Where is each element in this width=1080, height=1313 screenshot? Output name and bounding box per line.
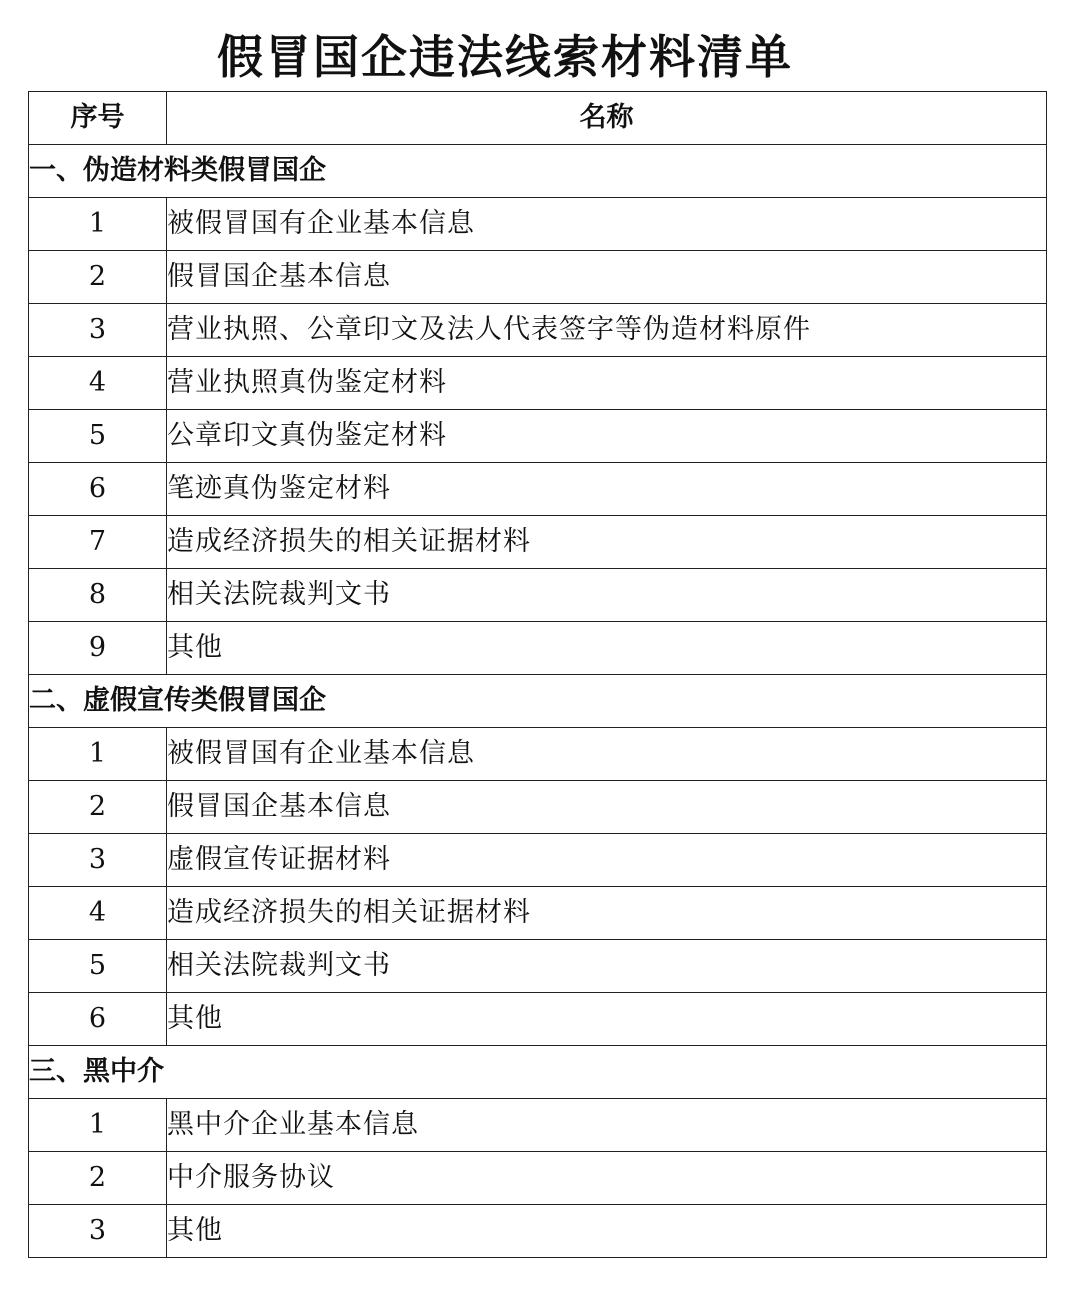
row-name: 被假冒国有企业基本信息 [167,728,1047,781]
row-number: 4 [29,357,167,410]
table-row [29,1205,1047,1258]
table-row [29,1152,1047,1205]
row-number: 3 [29,834,167,887]
row-number: 6 [29,993,167,1046]
row-number: 6 [29,463,167,516]
row-name: 营业执照真伪鉴定材料 [167,357,1047,410]
row-number: 2 [29,1152,167,1205]
row-name: 营业执照、公章印文及法人代表签字等伪造材料原件 [167,304,1047,357]
row-number: 9 [29,622,167,675]
table-row [29,940,1047,993]
table-row [29,728,1047,781]
table-row [29,357,1047,410]
row-name: 其他 [167,622,1047,675]
row-name: 中介服务协议 [167,1152,1047,1205]
table-row [29,516,1047,569]
row-name: 公章印文真伪鉴定材料 [167,410,1047,463]
column-header-name: 名称 [167,92,1047,145]
row-name: 相关法院裁判文书 [167,569,1047,622]
table-row [29,993,1047,1046]
row-number: 2 [29,781,167,834]
table-row [29,781,1047,834]
table-row [29,198,1047,251]
row-name: 其他 [167,1205,1047,1258]
row-name: 其他 [167,993,1047,1046]
row-name: 黑中介企业基本信息 [167,1099,1047,1152]
row-name: 虚假宣传证据材料 [167,834,1047,887]
row-number: 7 [29,516,167,569]
row-number: 5 [29,410,167,463]
table-row [29,251,1047,304]
section-heading-row [29,1046,1047,1099]
section-heading: 三、黑中介 [29,1046,1047,1099]
document-title: 假冒国企违法线索材料清单 [217,30,793,84]
row-name: 被假冒国有企业基本信息 [167,198,1047,251]
row-number: 1 [29,1099,167,1152]
section-heading-row [29,675,1047,728]
materials-table [28,91,1047,1258]
table-row [29,304,1047,357]
row-number: 2 [29,251,167,304]
row-number: 3 [29,304,167,357]
table-row [29,834,1047,887]
column-header-no: 序号 [29,92,167,145]
row-number: 1 [29,198,167,251]
table-row [29,622,1047,675]
row-number: 4 [29,887,167,940]
table-row [29,1099,1047,1152]
table-header-row [29,92,1047,145]
table-row [29,569,1047,622]
table-row [29,463,1047,516]
section-heading-row [29,145,1047,198]
row-number: 8 [29,569,167,622]
row-name: 笔迹真伪鉴定材料 [167,463,1047,516]
section-heading: 一、伪造材料类假冒国企 [29,145,1047,198]
row-number: 5 [29,940,167,993]
row-name: 造成经济损失的相关证据材料 [167,516,1047,569]
table-row [29,410,1047,463]
table-body [29,145,1047,1258]
row-number: 1 [29,728,167,781]
section-heading: 二、虚假宣传类假冒国企 [29,675,1047,728]
table-row [29,887,1047,940]
row-name: 假冒国企基本信息 [167,781,1047,834]
row-name: 假冒国企基本信息 [167,251,1047,304]
row-number: 3 [29,1205,167,1258]
row-name: 造成经济损失的相关证据材料 [167,887,1047,940]
row-name: 相关法院裁判文书 [167,940,1047,993]
